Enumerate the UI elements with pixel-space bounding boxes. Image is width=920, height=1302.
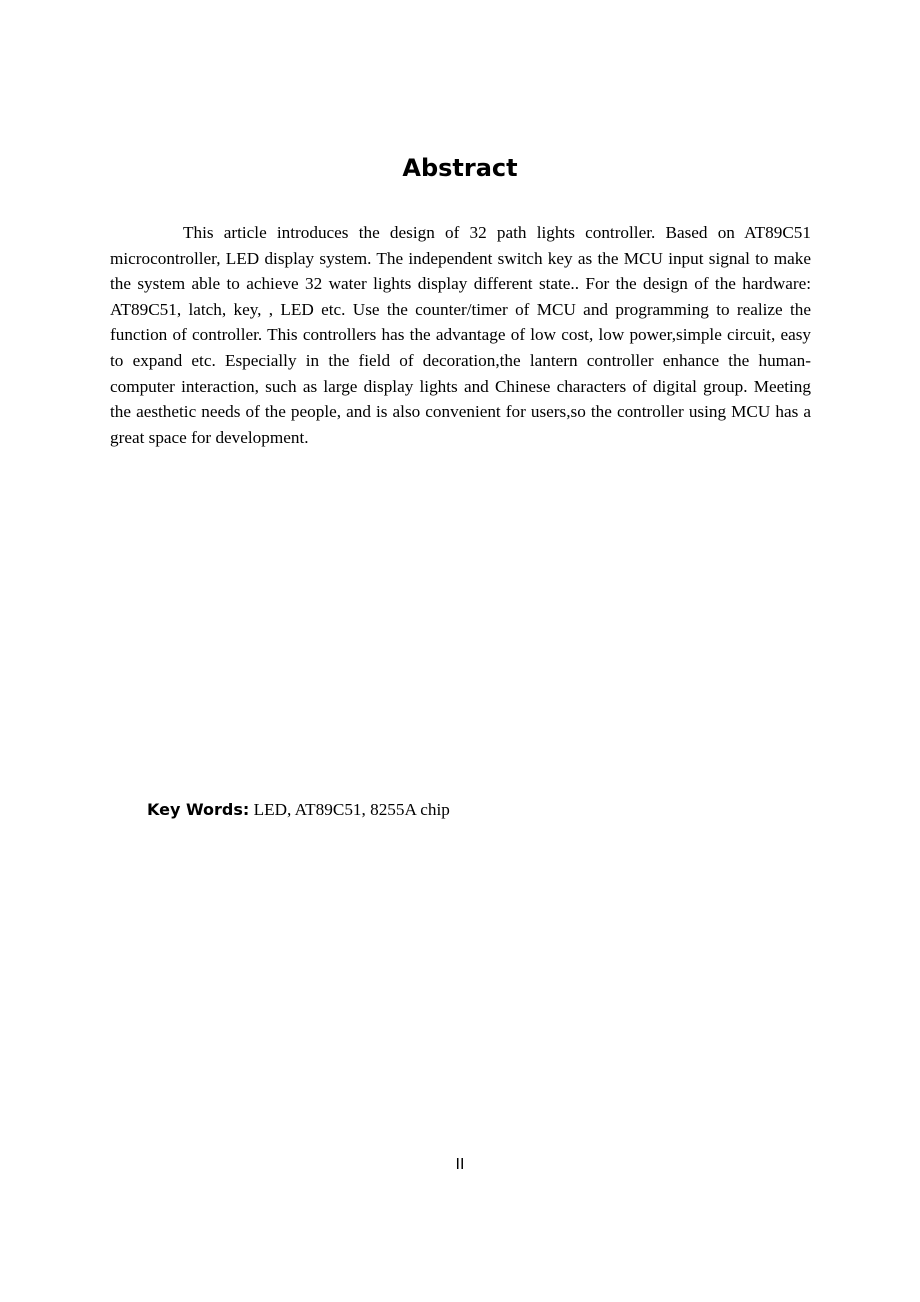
keywords-line [147,797,847,823]
page-title: Abstract [402,154,518,182]
keywords-value: LED, AT89C51, 8255A chip [253,800,450,819]
abstract-paragraph: This article introduces the design of 32 path lights controller. Based on AT89C51 microcontroller, LED display system. The independent switch key as the MCU input signal to make the system able to achieve 32 water lights display different state.. For the design of the hardware: AT89C51, latch, key, , LED etc. Use the counter/timer of MCU and programming to realize the function of controller. This controllers has the advantage of low cost, low power,simple circuit, easy to expand etc. Especially in the field of decoration,the lantern controller enhance the human-computer interaction, such as large display lights and Chinese characters of digital group. Meeting the aesthetic needs of the people, and is also convenient for users,so the controller using MCU has a great space for development. [110,223,811,447]
page-number: II [455,1156,465,1173]
keywords-label: Key Words: [147,800,250,819]
